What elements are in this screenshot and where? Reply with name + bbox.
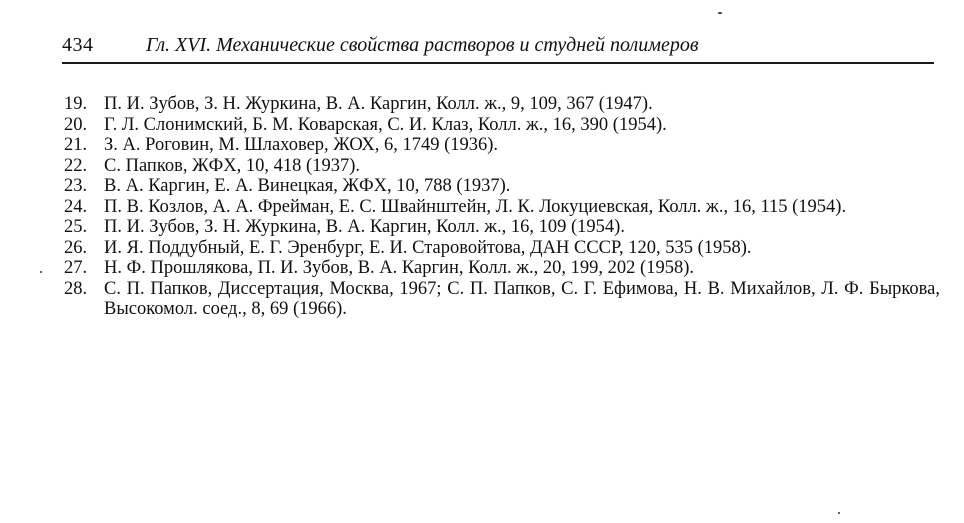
header-rule [62,62,934,64]
reference-text: И. Я. Поддубный, Е. Г. Эренбург, Е. И. Старовойтова, ДАН СССР, 120, 535 (1958). [104,237,752,258]
reference-number: 25. [64,217,88,237]
reference-number: 23. [64,176,88,196]
reference-item [64,94,940,115]
reference-item [64,258,940,279]
reference-text: В. А. Каргин, Е. А. Винецкая, ЖФХ, 10, 788 (1937). [104,176,511,196]
reference-number: 28. [64,278,88,299]
reference-number: 24. [64,196,88,217]
reference-text: Г. Л. Слонимский, Б. М. Коварская, С. И. Клаз, Колл. ж., 16, 390 (1954). [104,114,667,135]
reference-number: 26. [64,237,88,258]
reference-item [64,176,940,197]
reference-text: Н. Ф. Прошлякова, П. И. Зубов, В. А. Каргин, Колл. ж., 20, 199, 202 (1958). [104,258,694,278]
reference-text: З. А. Роговин, М. Шлаховер, ЖОХ, 6, 1749 (1936). [104,135,499,155]
reference-item [64,156,940,177]
reference-text: П. И. Зубов, З. Н. Журкина, В. А. Каргин, Колл. ж., 9, 109, 367 (1947). [104,94,653,114]
reference-item [64,279,940,320]
reference-text: П. И. Зубов, З. Н. Журкина, В. А. Каргин, Колл. ж., 16, 109 (1954). [104,217,625,237]
reference-text: С. Папков, ЖФХ, 10, 418 (1937). [104,155,360,176]
reference-list [64,94,940,320]
reference-number: 21. [64,135,88,155]
reference-number: 22. [64,155,88,176]
reference-number: 20. [64,114,88,135]
reference-number: 27. [64,258,88,278]
reference-item [64,135,940,156]
reference-item [64,238,940,259]
reference-text: С. П. Папков, Диссертация, Москва, 1967; С. П. Папков, С. Г. Ефимова, Н. В. Михайлов, Л. Ф. Быркова, Высокомол. соед., 8, 69 (1966). [104,278,940,319]
reference-number: 19. [64,94,88,114]
running-title: Гл. XVI. Механические свойства растворов и студней полимеров [146,34,699,56]
scan-speck [40,271,42,273]
reference-item [64,115,940,136]
reference-item [64,197,940,218]
scan-speck [838,512,840,514]
reference-text: П. В. Козлов, А. А. Фрейман, Е. С. Швайнштейн, Л. К. Локуциевская, Колл. ж., 16, 115 (1954). [104,196,847,217]
page-header [62,30,934,62]
reference-item [64,217,940,238]
scan-speck [718,12,722,14]
page-number: 434 [62,34,94,56]
